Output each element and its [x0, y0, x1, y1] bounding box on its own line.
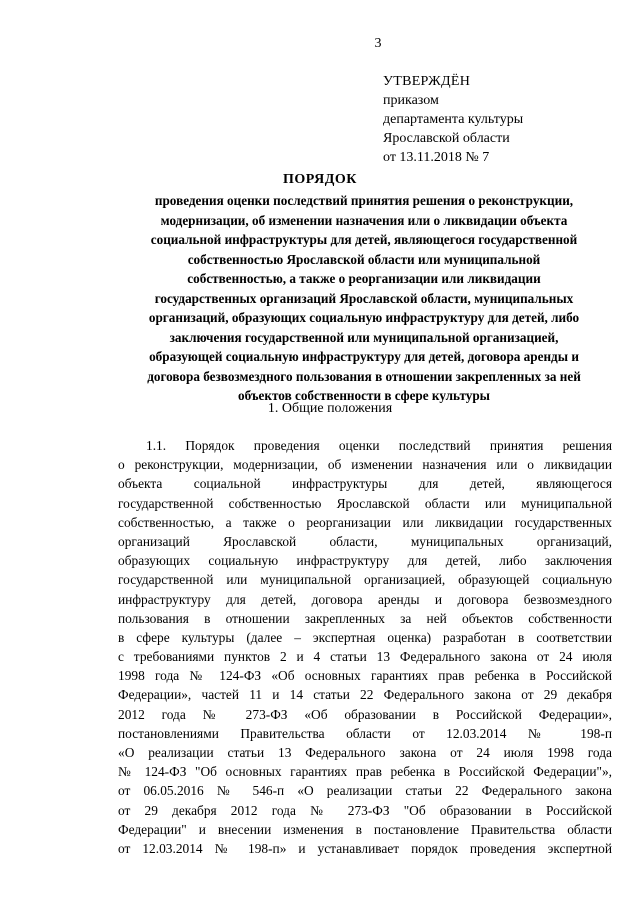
- document-subtitle: [100, 191, 628, 406]
- subtitle-line: организаций, образующих социальную инфраструктуру для детей, либо: [148, 310, 580, 325]
- paragraph-line: объекта социальной инфраструктуры для детей, являющегося: [118, 476, 612, 492]
- paragraph-line: инфраструктуру для детей, договора аренды и договора безвозмездного: [118, 591, 612, 607]
- paragraph-line: о реконструкции, модернизации, об изменении назначения или о ликвидации: [118, 457, 612, 473]
- paragraph-line: государственной собственностью Ярославской области или муниципальной: [118, 495, 612, 511]
- paragraph-line: государственной или муниципальной организацией, образующей социальную: [118, 572, 612, 588]
- document-title: ПОРЯДОК: [283, 172, 357, 187]
- subtitle-line: договора безвозмездного пользования в отношении закрепленных за ней: [147, 368, 581, 384]
- paragraph-line: образующих социальную инфраструктуру для детей, либо заключения: [118, 553, 612, 569]
- subtitle-line: государственных организаций Ярославской области, муниципальных: [154, 290, 574, 306]
- subtitle-line: собственностью, а также о реорганизации или ликвидации: [187, 271, 541, 286]
- paragraph-line: организаций Ярославской области, муниципальных организаций,: [118, 533, 612, 549]
- subtitle-line: образующей социальную инфраструктуру для детей, договора аренды и: [149, 349, 579, 364]
- paragraph-line: от 06.05.2016 № 546-п «О реализации статьи 22 Федерального закона: [118, 783, 612, 799]
- paragraph-line: в сфере культуры (далее – экспертная оценка) разработан в соответствии: [118, 629, 612, 645]
- subtitle-line: объектов собственности в сфере культуры: [238, 388, 490, 403]
- paragraph-line: от 12.03.2014 № 198-п» и устанавливает порядок проведения экспертной: [118, 840, 612, 856]
- paragraph-line: Федерации" и внесении изменения в постановление Правительства области: [118, 821, 612, 837]
- subtitle-line: проведения оценки последствий принятия решения о реконструкции,: [154, 193, 574, 208]
- subtitle-line: модернизации, об изменении назначения или о ликвидации объекта: [160, 212, 568, 228]
- subtitle-line: собственностью Ярославской области или муниципальной: [187, 251, 541, 267]
- paragraph-line: Федерации», частей 11 и 14 статьи 22 Федерального закона от 29 декабря: [118, 687, 612, 703]
- paragraph-line: 1.1. Порядок проведения оценки последствий принятия решения: [146, 438, 612, 453]
- approval-line: департамента культуры: [383, 112, 524, 127]
- paragraph-line: постановлениями Правительства области от 12.03.2014 № 198-п: [118, 725, 612, 741]
- subtitle-line: заключения государственной или муниципальной организацией,: [169, 329, 559, 345]
- paragraph-line: пользования в отношении закрепленных за ней объектов собственности: [118, 610, 612, 626]
- approval-line: Ярославской области: [383, 131, 510, 146]
- approval-stamp: [383, 72, 613, 167]
- paragraph-line: с требованиями пунктов 2 и 4 статьи 13 Федерального закона от 24 июля: [118, 649, 612, 665]
- body-paragraph: [118, 436, 612, 858]
- paragraph-line: «О реализации статьи 13 Федерального закона от 24 июля 1998 года: [118, 745, 612, 760]
- approval-date-line: от 13.11.2018 № 7: [383, 150, 490, 165]
- subtitle-line: социальной инфраструктуры для детей, являющегося государственной: [150, 232, 578, 247]
- paragraph-line: от 29 декабря 2012 года № 273-ФЗ "Об образовании в Российской: [118, 802, 612, 818]
- approval-title: УТВЕРЖДЁН: [383, 74, 471, 89]
- section-heading: 1. Общие положения: [267, 401, 393, 416]
- paragraph-line: собственностью, а также о реорганизации или ликвидации государственных: [118, 514, 612, 530]
- paragraph-line: № 124-ФЗ "Об основных гарантиях прав ребенка в Российской Федерации"»,: [118, 764, 612, 780]
- approval-line: приказом: [383, 93, 439, 108]
- paragraph-line: 1998 года № 124-ФЗ «Об основных гарантиях прав ребенка в Российской: [118, 668, 612, 684]
- paragraph-line: 2012 года № 273-ФЗ «Об образовании в Российской Федерации»,: [118, 706, 612, 722]
- page-number: 3: [374, 36, 382, 51]
